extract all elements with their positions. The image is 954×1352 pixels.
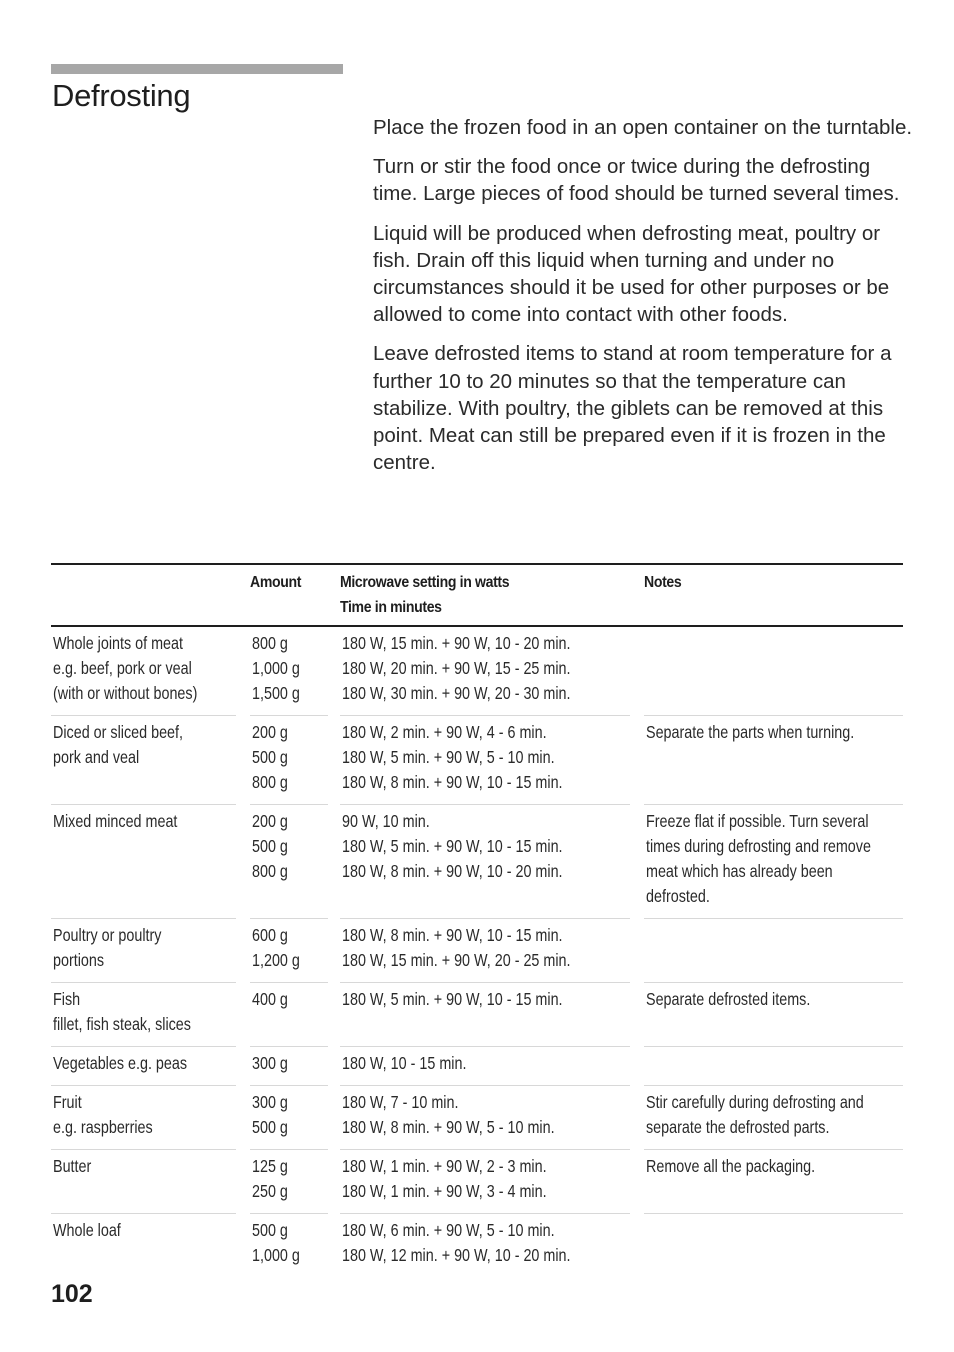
- cell-notes-content: [644, 1150, 903, 1214]
- cell-notes-line: Stir carefully during defrosting and: [646, 1092, 864, 1112]
- cell-amount-line: 600 g: [252, 925, 288, 945]
- cell-notes-content: [644, 627, 903, 716]
- cell-notes: [644, 1150, 903, 1214]
- cell-notes-line: Freeze flat if possible. Turn several: [646, 811, 869, 831]
- cell-setting: [340, 626, 644, 716]
- cell-notes-content: [644, 716, 903, 805]
- header-food: [51, 564, 226, 626]
- cell-setting-content: [340, 1047, 630, 1086]
- cell-setting-line: 180 W, 7 - 10 min.: [342, 1092, 459, 1112]
- header-setting-line2: Time in minutes: [340, 599, 442, 616]
- cell-setting-line: 180 W, 6 min. + 90 W, 5 - 10 min.: [342, 1220, 555, 1240]
- table-row: [51, 983, 903, 1047]
- cell-setting-content: [340, 919, 630, 983]
- cell-amount-line: 1,000 g: [252, 658, 300, 678]
- cell-notes: [644, 1047, 903, 1086]
- cell-notes-content: [644, 805, 903, 919]
- cell-setting: [340, 1150, 644, 1214]
- header-setting: [340, 564, 608, 626]
- cell-notes-line: separate the defrosted parts.: [646, 1117, 830, 1137]
- cell-notes-line: [646, 1012, 857, 1037]
- cell-notes: [644, 1214, 903, 1277]
- cell-amount: [250, 1086, 340, 1150]
- cell-amount: [250, 1150, 340, 1214]
- table-header-row: [51, 564, 903, 626]
- cell-setting-line: 180 W, 8 min. + 90 W, 10 - 20 min.: [342, 861, 563, 881]
- cell-food-line: [53, 884, 203, 909]
- cell-setting-line: 180 W, 5 min. + 90 W, 10 - 15 min.: [342, 836, 563, 856]
- cell-notes: [644, 983, 903, 1047]
- cell-setting-line: 180 W, 15 min. + 90 W, 10 - 20 min.: [342, 633, 571, 653]
- cell-setting: [340, 983, 644, 1047]
- cell-amount: [250, 716, 340, 805]
- cell-notes-line: Separate the parts when turning.: [646, 722, 855, 742]
- cell-setting-line: 180 W, 5 min. + 90 W, 5 - 10 min.: [342, 747, 555, 767]
- cell-setting: [340, 1086, 644, 1150]
- cell-setting-line: 180 W, 5 min. + 90 W, 10 - 15 min.: [342, 989, 563, 1009]
- cell-notes-content: [644, 1086, 903, 1150]
- cell-setting-line: 180 W, 15 min. + 90 W, 20 - 25 min.: [342, 950, 571, 970]
- cell-notes-content: [644, 919, 903, 983]
- intro-paragraph: Leave defrosted items to stand at room temperature for a further 10 to 20 minutes so that the temperature can stabilize. With poultry, the giblets can be removed at this point. Meat can still be prepared even if it is frozen in the centre.: [373, 342, 892, 475]
- table-row: [51, 626, 903, 716]
- intro-paragraph: Turn or stir the food once or twice during the defrosting time. Large pieces of food should be turned several times.: [373, 155, 900, 206]
- cell-amount: [250, 919, 340, 983]
- cell-food: [51, 1086, 250, 1150]
- cell-notes-line: [646, 1243, 857, 1268]
- cell-amount: [250, 1047, 340, 1086]
- cell-food-content: [51, 716, 236, 805]
- cell-amount-content: [250, 919, 328, 983]
- cell-food-line: (with or without bones): [53, 683, 198, 703]
- section-header-bar: [51, 64, 343, 74]
- cell-setting-line: 180 W, 2 min. + 90 W, 4 - 6 min.: [342, 722, 547, 742]
- cell-setting-content: [340, 805, 630, 919]
- cell-amount-content: [250, 983, 328, 1047]
- cell-notes-line: [646, 745, 857, 770]
- cell-amount-line: 500 g: [252, 747, 288, 767]
- cell-food-content: [51, 983, 236, 1047]
- cell-food-line: Diced or sliced beef,: [53, 722, 184, 742]
- cell-food-content: [51, 805, 236, 919]
- cell-setting-line: 180 W, 1 min. + 90 W, 3 - 4 min.: [342, 1181, 547, 1201]
- cell-food-line: [53, 834, 203, 859]
- cell-setting-content: [340, 983, 630, 1047]
- cell-food: [51, 1150, 250, 1214]
- cell-food-line: pork and veal: [53, 747, 140, 767]
- cell-amount-line: 400 g: [252, 989, 288, 1009]
- cell-amount-content: [250, 1214, 328, 1277]
- cell-notes-line: [646, 770, 857, 795]
- cell-amount-content: [250, 627, 328, 716]
- cell-notes-line: [646, 656, 857, 681]
- cell-food-content: [51, 1214, 236, 1277]
- cell-food-line: [53, 1179, 203, 1204]
- cell-amount-line: [252, 1012, 314, 1037]
- cell-notes-line: [646, 681, 857, 706]
- cell-food: [51, 983, 250, 1047]
- cell-food-line: portions: [53, 950, 105, 970]
- cell-amount: [250, 983, 340, 1047]
- page-title: Defrosting: [52, 78, 191, 113]
- cell-setting-content: [340, 716, 630, 805]
- cell-food-line: Whole joints of meat: [53, 633, 184, 653]
- cell-notes-line: defrosted.: [646, 886, 710, 906]
- table-row: [51, 1047, 903, 1086]
- cell-amount: [250, 1214, 340, 1277]
- cell-amount-line: 500 g: [252, 836, 288, 856]
- cell-amount-line: 800 g: [252, 861, 288, 881]
- cell-food-content: [51, 627, 236, 716]
- cell-food-content: [51, 1047, 236, 1086]
- cell-notes-line: [646, 631, 857, 656]
- cell-food: [51, 919, 250, 983]
- cell-amount-line: 300 g: [252, 1092, 288, 1112]
- cell-amount-line: 500 g: [252, 1117, 288, 1137]
- cell-notes-line: Separate defrosted items.: [646, 989, 811, 1009]
- intro-paragraph: Place the frozen food in an open container on the turntable.: [373, 116, 913, 139]
- cell-setting-line: 180 W, 8 min. + 90 W, 10 - 15 min.: [342, 772, 563, 792]
- cell-amount: [250, 626, 340, 716]
- cell-food-line: fillet, fish steak, slices: [53, 1014, 191, 1034]
- header-notes: Notes: [644, 564, 872, 626]
- cell-notes-content: [644, 983, 903, 1047]
- cell-food-line: Fish: [53, 989, 81, 1009]
- cell-food-content: [51, 1086, 236, 1150]
- cell-notes: [644, 1086, 903, 1150]
- cell-amount-content: [250, 805, 328, 919]
- cell-food-line: [53, 1243, 203, 1268]
- cell-amount-line: 250 g: [252, 1181, 288, 1201]
- cell-setting-content: [340, 627, 630, 716]
- cell-setting-line: 180 W, 8 min. + 90 W, 10 - 15 min.: [342, 925, 563, 945]
- cell-setting: [340, 1214, 644, 1277]
- cell-setting: [340, 805, 644, 919]
- table-row: [51, 1086, 903, 1150]
- cell-food-content: [51, 919, 236, 983]
- cell-amount-line: 200 g: [252, 811, 288, 831]
- table-row: [51, 1214, 903, 1277]
- cell-amount-line: 125 g: [252, 1156, 288, 1176]
- cell-amount: [250, 805, 340, 919]
- cell-setting-line: [342, 884, 578, 909]
- cell-setting-content: [340, 1086, 630, 1150]
- cell-setting-line: 90 W, 10 min.: [342, 811, 430, 831]
- cell-amount-line: 1,200 g: [252, 950, 300, 970]
- cell-food-line: Poultry or poultry: [53, 925, 162, 945]
- defrosting-table: [51, 563, 903, 1277]
- cell-amount-line: 300 g: [252, 1053, 288, 1073]
- cell-food-line: [53, 770, 203, 795]
- table-row: [51, 1150, 903, 1214]
- cell-setting-line: [342, 1012, 578, 1037]
- intro-text: [373, 114, 913, 488]
- cell-notes-content: [644, 1214, 903, 1277]
- cell-setting: [340, 716, 644, 805]
- cell-notes-line: [646, 948, 857, 973]
- cell-notes-line: [646, 1051, 857, 1076]
- cell-food: [51, 626, 250, 716]
- cell-food: [51, 805, 250, 919]
- cell-food-content: [51, 1150, 236, 1214]
- cell-setting: [340, 1047, 644, 1086]
- cell-food-line: [53, 859, 203, 884]
- table-row: [51, 805, 903, 919]
- cell-food-line: Whole loaf: [53, 1220, 121, 1240]
- cell-notes-line: [646, 923, 857, 948]
- cell-food: [51, 1214, 250, 1277]
- cell-setting-line: 180 W, 12 min. + 90 W, 10 - 20 min.: [342, 1245, 571, 1265]
- cell-food-line: Mixed minced meat: [53, 811, 178, 831]
- cell-food: [51, 1047, 250, 1086]
- table-row: [51, 716, 903, 805]
- header-amount: Amount: [250, 564, 329, 626]
- cell-amount-line: 1,000 g: [252, 1245, 300, 1265]
- cell-amount-line: [252, 884, 314, 909]
- cell-setting-line: 180 W, 8 min. + 90 W, 5 - 10 min.: [342, 1117, 555, 1137]
- cell-amount-line: 500 g: [252, 1220, 288, 1240]
- cell-notes: [644, 919, 903, 983]
- cell-notes-content: [644, 1047, 903, 1086]
- cell-notes-line: [646, 1218, 857, 1243]
- cell-notes-line: Remove all the packaging.: [646, 1156, 816, 1176]
- cell-food-line: e.g. beef, pork or veal: [53, 658, 192, 678]
- intro-paragraph: Liquid will be produced when defrosting meat, poultry or fish. Drain off this liquid when turning and under no circumstances should it be used for other purposes or be allowed to come into contact with other foods.: [373, 221, 890, 327]
- cell-food-line: e.g. raspberries: [53, 1117, 153, 1137]
- page-number: 102: [51, 1280, 93, 1308]
- cell-food-line: Butter: [53, 1156, 92, 1176]
- cell-setting: [340, 919, 644, 983]
- cell-notes: [644, 626, 903, 716]
- cell-amount-content: [250, 1086, 328, 1150]
- cell-food-line: Vegetables e.g. peas: [53, 1053, 188, 1073]
- cell-amount-line: 800 g: [252, 633, 288, 653]
- cell-setting-line: 180 W, 30 min. + 90 W, 20 - 30 min.: [342, 683, 571, 703]
- cell-notes-line: times during defrosting and remove: [646, 836, 871, 856]
- cell-setting-content: [340, 1214, 630, 1277]
- cell-notes: [644, 716, 903, 805]
- cell-amount-line: 200 g: [252, 722, 288, 742]
- cell-amount-content: [250, 716, 328, 805]
- cell-notes-line: [646, 1179, 857, 1204]
- cell-notes: [644, 805, 903, 919]
- cell-notes-line: meat which has already been: [646, 861, 833, 881]
- cell-setting-content: [340, 1150, 630, 1214]
- cell-setting-line: 180 W, 1 min. + 90 W, 2 - 3 min.: [342, 1156, 547, 1176]
- cell-amount-content: [250, 1047, 328, 1086]
- table-row: [51, 919, 903, 983]
- cell-amount-line: 1,500 g: [252, 683, 300, 703]
- header-setting-line1: Microwave setting in watts: [340, 574, 510, 591]
- cell-setting-line: 180 W, 20 min. + 90 W, 15 - 25 min.: [342, 658, 571, 678]
- cell-food: [51, 716, 250, 805]
- table-body: [51, 626, 903, 1277]
- cell-setting-line: 180 W, 10 - 15 min.: [342, 1053, 467, 1073]
- cell-amount-content: [250, 1150, 328, 1214]
- cell-food-line: Fruit: [53, 1092, 82, 1112]
- cell-amount-line: 800 g: [252, 772, 288, 792]
